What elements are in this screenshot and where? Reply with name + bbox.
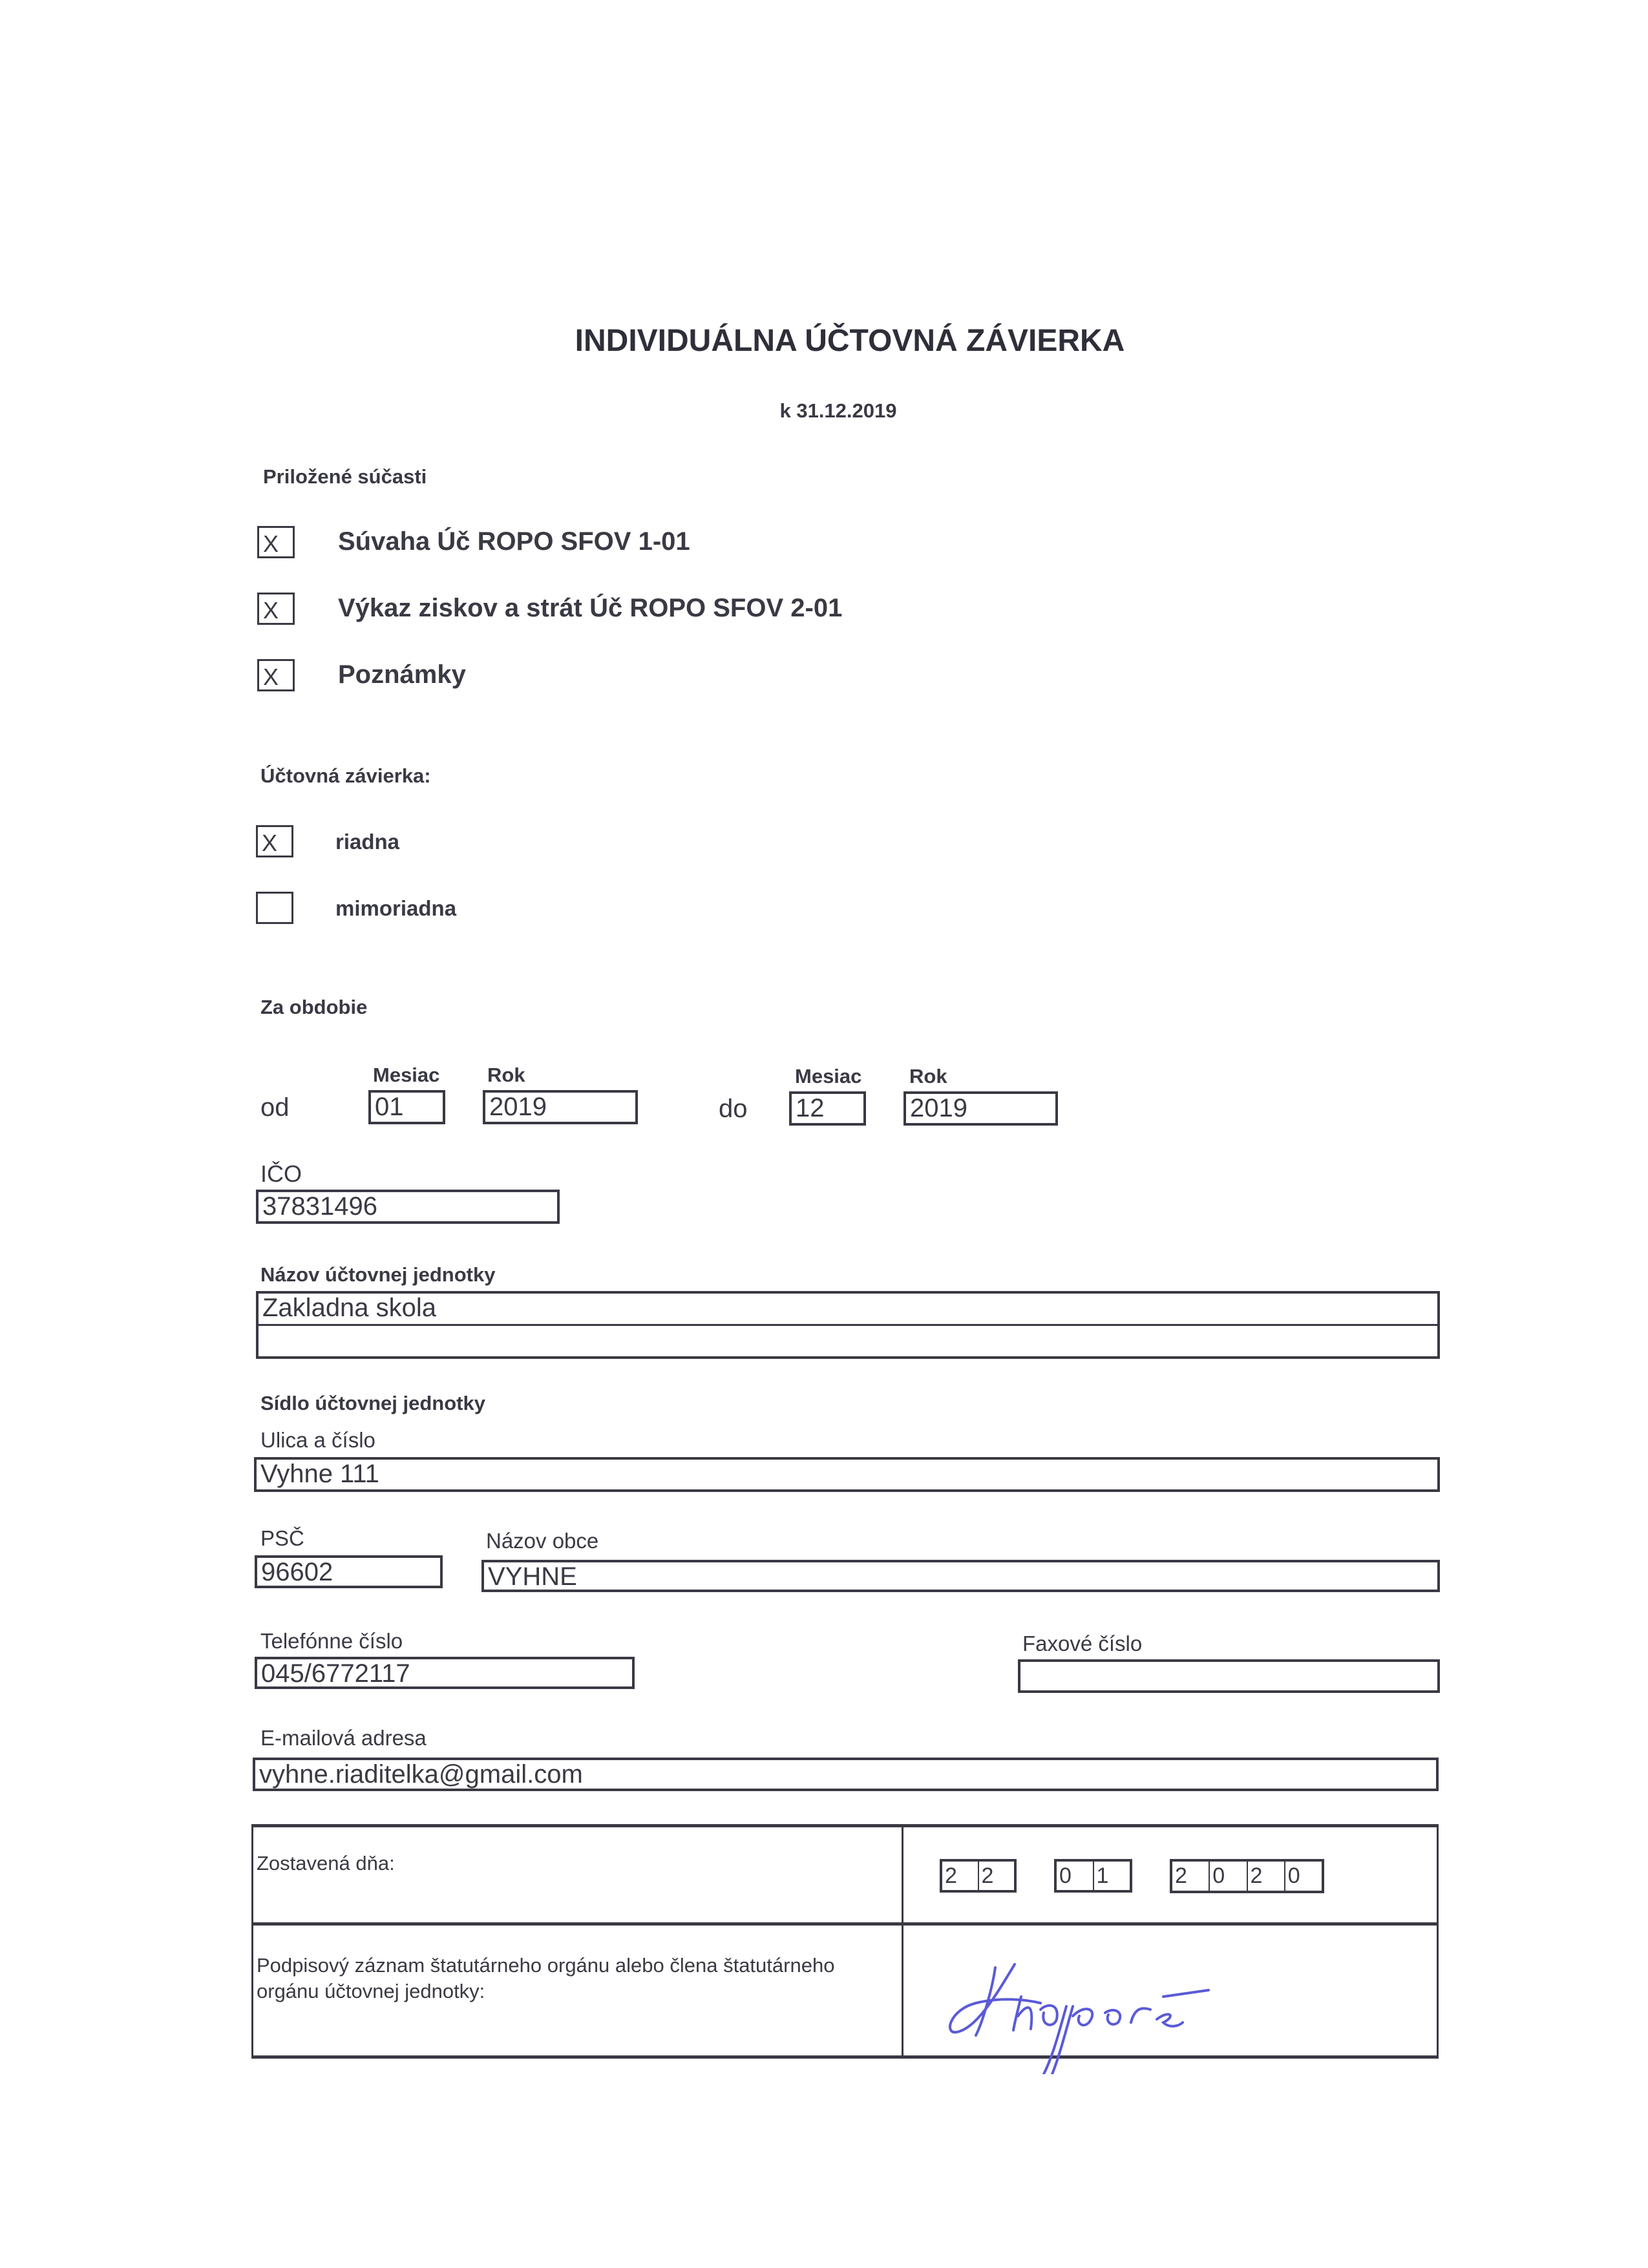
as-of-date: k 31.12.2019: [779, 399, 897, 422]
compiled-label: Zostavená dňa:: [257, 1852, 395, 1874]
ico-field[interactable]: 37831496: [256, 1190, 560, 1224]
from-label: od: [260, 1093, 290, 1122]
city-label: Názov obce: [486, 1529, 599, 1553]
period-heading: Za obdobie: [260, 996, 368, 1018]
compiled-month-field[interactable]: [1054, 1859, 1132, 1893]
checkbox-extraordinary[interactable]: [256, 892, 293, 924]
name-field-group: [256, 1291, 1440, 1359]
email-field[interactable]: vyhne.riaditelka@gmail.com: [253, 1758, 1439, 1791]
city-field[interactable]: VYHNE: [481, 1560, 1440, 1592]
digit: 2: [942, 1862, 979, 1890]
table-divider: [902, 1824, 903, 2059]
signature-label: Podpisový záznam štatutárneho orgánu alebo člena štatutárneho orgánu účtovnej jednotky:: [257, 1954, 835, 2002]
checkbox-label: Výkaz ziskov a strát Úč ROPO SFOV 2-01: [338, 594, 843, 622]
to-month-label: Mesiac: [795, 1065, 862, 1087]
fax-label: Faxové číslo: [1022, 1632, 1143, 1655]
digit: 1: [1096, 1864, 1109, 1888]
checkbox-label: Poznámky: [338, 660, 466, 689]
document-title: INDIVIDUÁLNA ÚČTOVNÁ ZÁVIERKA: [575, 324, 1125, 358]
checkbox-regular[interactable]: X: [256, 825, 293, 857]
checkbox-label: mimoriadna: [335, 896, 457, 920]
phone-field[interactable]: 045/6772117: [255, 1657, 635, 1689]
to-year-field[interactable]: 2019: [903, 1091, 1058, 1126]
handwritten-signature: [937, 1958, 1312, 2074]
street-label: Ulica a číslo: [260, 1428, 375, 1452]
digit: 0: [1287, 1864, 1300, 1888]
digit: 2: [1172, 1862, 1210, 1891]
psc-field[interactable]: 96602: [255, 1555, 443, 1588]
seat-heading: Sídlo účtovnej jednotky: [260, 1392, 485, 1414]
name-label: Názov účtovnej jednotky: [260, 1263, 496, 1286]
to-year-label: Rok: [909, 1065, 947, 1087]
checkbox-balance-sheet[interactable]: X: [257, 526, 295, 558]
digit: 2: [1248, 1862, 1285, 1891]
fax-field[interactable]: [1018, 1659, 1440, 1693]
digit: 0: [1057, 1862, 1094, 1890]
to-month-field[interactable]: 12: [789, 1091, 866, 1126]
from-month-field[interactable]: 01: [368, 1090, 445, 1124]
name-line2-field[interactable]: [259, 1326, 1437, 1356]
checkbox-label: Súvaha Úč ROPO SFOV 1-01: [338, 527, 690, 556]
email-label: E-mailová adresa: [260, 1726, 427, 1750]
from-year-label: Rok: [487, 1064, 525, 1086]
checkbox-profit-loss[interactable]: X: [257, 593, 295, 625]
statement-type-heading: Účtovná závierka:: [260, 764, 431, 787]
phone-label: Telefónne číslo: [260, 1629, 403, 1653]
attachments-heading: Priložené súčasti: [263, 465, 427, 488]
name-line1-field[interactable]: Zakladna skola: [259, 1294, 1437, 1326]
to-label: do: [719, 1095, 748, 1123]
psc-label: PSČ: [260, 1526, 304, 1550]
digit: 2: [981, 1864, 994, 1888]
checkbox-notes[interactable]: X: [257, 659, 295, 691]
street-field[interactable]: Vyhne 111: [254, 1457, 1440, 1492]
digit: 0: [1210, 1862, 1247, 1891]
from-month-label: Mesiac: [373, 1064, 440, 1086]
compiled-year-field[interactable]: [1170, 1859, 1324, 1893]
compiled-day-field[interactable]: [940, 1859, 1017, 1893]
from-year-field[interactable]: 2019: [483, 1090, 638, 1124]
checkbox-label: riadna: [335, 830, 400, 854]
table-divider: [251, 1922, 1439, 1926]
ico-label: IČO: [260, 1160, 302, 1187]
